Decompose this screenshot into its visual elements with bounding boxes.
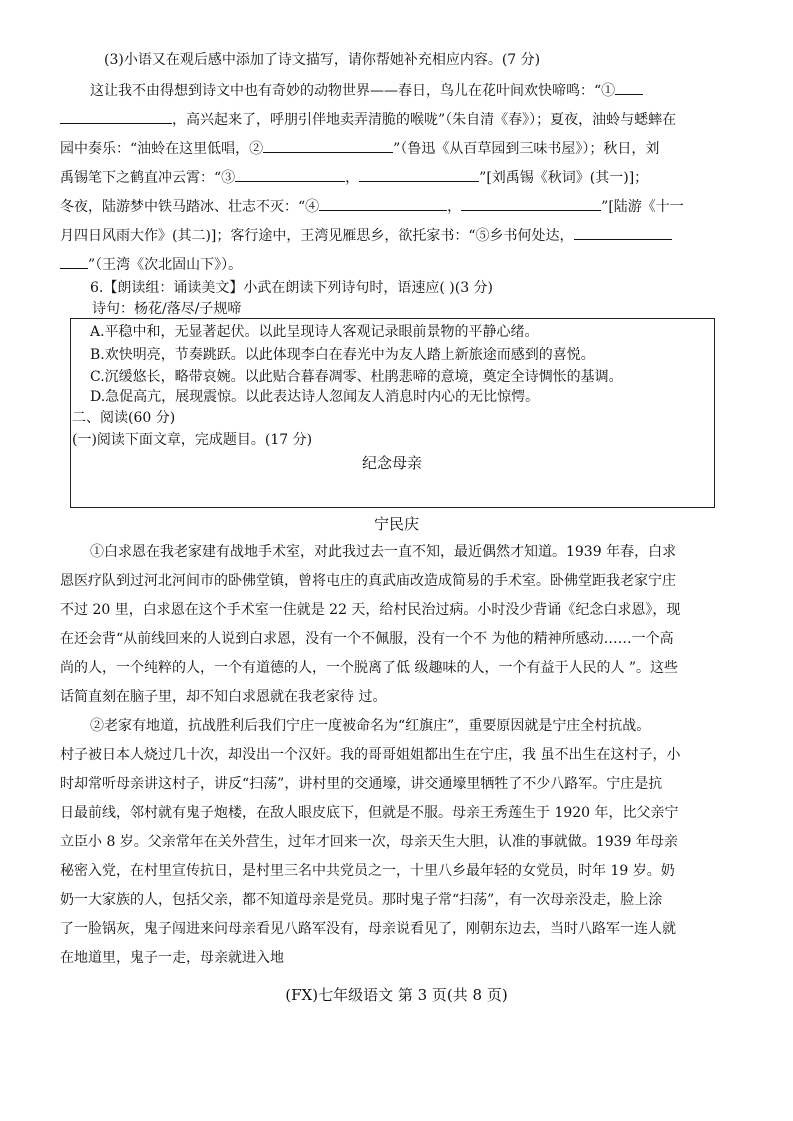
text: ”[刘禹锡《秋词》(其一)]； bbox=[479, 170, 649, 186]
article-author: 宁民庆 bbox=[373, 515, 419, 533]
text: ，高兴起来了，呼朋引伴地卖弄清脆的喉咙”（朱自清《春》）；夏夜，油蛉与蟋蟀在 bbox=[172, 112, 677, 128]
paragraph-1-line: ①白求恩在我老家建有战地手术室，对此我过去一直不知，最近偶然才知道。1939 年春，白求 bbox=[90, 544, 677, 560]
answer-blank-3b[interactable] bbox=[359, 167, 479, 182]
paragraph-2-line: 在地道里，鬼子一走，母亲就进入地 bbox=[60, 950, 284, 966]
option-b[interactable]: B.欢快明亮，节奏跳跃。以此体现李白在春光中为友人踏上新旅途而感到的喜悦。 bbox=[90, 347, 595, 363]
text: 园中奏乐：“油蛉在这里低唱，② bbox=[60, 141, 264, 157]
option-c[interactable]: C.沉缓悠长，略带哀婉。以此贴合暮春凋零、杜鹃悲啼的意境，奠定全诗惆怅的基调。 bbox=[90, 369, 623, 385]
paragraph-1-line: 在还会背“从前线回来的人说到白求恩，没有一个不佩服，没有一个不 为他的精神所感动……一个高 bbox=[60, 631, 674, 647]
text: ， bbox=[345, 170, 360, 186]
text: ”（王湾《次北固山下》）。 bbox=[88, 257, 243, 273]
paragraph-2-line: 立臣小 8 岁。父亲常年在关外营生，过年才回来一次，母亲天生大胆，认准的事就做。1939 年母亲 bbox=[60, 834, 678, 850]
article-title: 纪念母亲 bbox=[362, 454, 423, 472]
question-6-title: 6.【朗读组：诵读美文】小武在朗读下列诗句时，语速应( )(3 分) bbox=[90, 280, 494, 296]
paragraph-2-line: 时却常听母亲讲这村子，讲反“扫荡”，讲村里的交通壕，讲交通壕里牺牲了不少八路军。宁庄是抗 bbox=[60, 776, 663, 792]
answer-blank-1[interactable] bbox=[615, 80, 643, 95]
answer-blank-2[interactable] bbox=[263, 138, 393, 153]
answer-blank-1-cont[interactable] bbox=[60, 109, 172, 124]
paragraph-2-line: 秘密入党，在村里宣传抗日，是村里三名中共党员之一，十里八乡最年轻的女党员，时年 19 岁。奶 bbox=[60, 863, 675, 879]
question-3-title: (3)小语又在观后感中添加了诗文描写，请你帮她补充相应内容。(7 分) bbox=[104, 52, 541, 68]
paragraph-1-line: 恩医疗队到过河北河间市的卧佛堂镇，曾将屯庄的真武庙改造成简易的手术室。卧佛堂距我老家宁庄 bbox=[60, 573, 676, 589]
answer-blank-4a[interactable] bbox=[319, 196, 447, 211]
option-d[interactable]: D.急促高亢，展现震惊。以此表达诗人忽闻友人消息时内心的无比惊愕。 bbox=[90, 389, 540, 405]
fill-paragraph-line-1 bbox=[90, 80, 643, 101]
answer-blank-3a[interactable] bbox=[235, 167, 345, 182]
paragraph-2-line: 了一脸锅灰，鬼子闯进来问母亲看见八路军没有，母亲说看见了，刚朝东边去，当时八路军一连人就 bbox=[60, 921, 676, 937]
text: ”（鲁迅《从百草园到三味书屋》）；秋日，刘 bbox=[393, 141, 660, 157]
text: ， bbox=[447, 199, 462, 215]
sub-section-title: (一)阅读下面文章，完成题目。(17 分) bbox=[72, 432, 313, 448]
option-a[interactable]: A.平稳中和，无显著起伏。以此呈现诗人客观记录眼前景物的平静心绪。 bbox=[90, 324, 539, 340]
answer-blank-5-cont[interactable] bbox=[60, 254, 88, 269]
paragraph-2-line: 日最前线，邻村就有鬼子炮楼，在敌人眼皮底下，但就是不服。母亲王秀莲生于 1920 年，比父亲宁 bbox=[60, 805, 679, 821]
page-footer: (FX)七年级语文 第 3 页(共 8 页) bbox=[285, 986, 508, 1004]
paragraph-2-line: 村子被日本人烧过几十次，却没出一个汉奸。我的哥哥姐姐都出生在宁庄，我 虽不出生在这村子，小 bbox=[60, 747, 681, 763]
answer-blank-4b[interactable] bbox=[461, 196, 601, 211]
paragraph-1-line: 不过 20 里，白求恩在这个手术室一住就是 22 天，给村民治过病。小时没少背诵《纪念白求恩》，现 bbox=[60, 602, 681, 618]
text: 禹锡笔下之鹤直冲云霄：“③ bbox=[60, 170, 236, 186]
section-title: 二、阅读(60 分) bbox=[72, 410, 176, 426]
poem-line: 诗句：杨花/落尽/子规啼 bbox=[92, 301, 242, 317]
fill-paragraph-line-6 bbox=[60, 225, 672, 246]
fill-paragraph-line-3 bbox=[60, 138, 659, 159]
fill-paragraph-line-5 bbox=[60, 196, 684, 217]
fill-paragraph-line-2 bbox=[60, 109, 676, 130]
paragraph-1-line: 话简直刻在脑子里，却不知白求恩就在我老家待 过。 bbox=[60, 689, 387, 705]
text: 月四日风雨大作》(其二)]；客行途中，王湾见雁思乡，欲托家书：“⑤乡书何处达， bbox=[60, 228, 574, 244]
fill-paragraph-line-4 bbox=[60, 167, 648, 188]
fill-paragraph-line-7 bbox=[60, 254, 242, 275]
text: 冬夜，陆游梦中铁马踏冰、壮志不灭：“④ bbox=[60, 199, 320, 215]
answer-blank-5[interactable] bbox=[574, 225, 672, 240]
paragraph-2-line: 奶一大家族的人，包括父亲，都不知道母亲是党员。那时鬼子常“扫荡”，有一次母亲没走，脸上涂 bbox=[60, 892, 663, 908]
text: ”[陆游《十一 bbox=[601, 199, 684, 215]
paragraph-1-line: 尚的人，一个纯粹的人，一个有道德的人，一个脱离了低 级趣味的人，一个有益于人民的人 ”。这些 bbox=[60, 660, 679, 676]
text: 这让我不由得想到诗文中也有奇妙的动物世界——春日，鸟儿在花叶间欢快啼鸣：“① bbox=[90, 83, 616, 99]
paragraph-2-line: ②老家有地道，抗战胜利后我们宁庄一度被命名为“红旗庄”，重要原因就是宁庄全村抗战。 bbox=[90, 718, 651, 734]
